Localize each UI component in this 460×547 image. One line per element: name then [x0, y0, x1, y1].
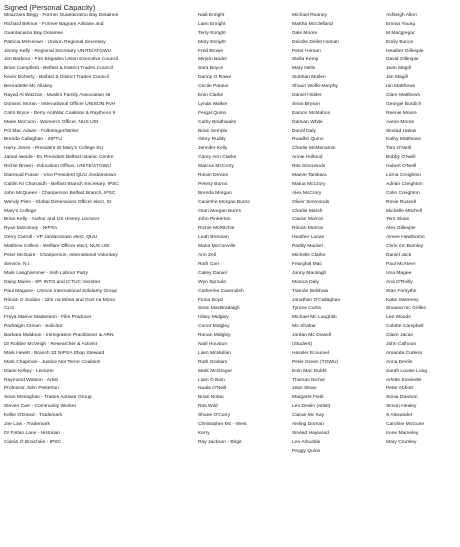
signatory-name: Monica Daly [292, 279, 319, 285]
signatory-name: Cailey Daniel [198, 270, 227, 276]
signatory-name: John Calhoun [386, 341, 417, 347]
signatory-name: Colin Creighton [386, 190, 420, 196]
signatory-name: Bobby O'Neill [386, 155, 416, 161]
signatory-name: Brian Campfield - Belfast & District Trades Council [4, 66, 113, 72]
signatory-name: Martha McClelland [292, 21, 333, 27]
signatory-name: Amanda Curless [386, 350, 423, 356]
signatory-name: Peter Homan [292, 48, 321, 54]
signatory-name: Jim Magill [386, 75, 408, 81]
signatory-name: Ruadhri Quinn [292, 137, 324, 143]
signatory-name: Rita Wild [198, 404, 218, 410]
signatory-name: Diarmuid Fraser - Vice President QUU Jordanstown [4, 173, 117, 179]
signatory-name: Brian Nolan [198, 395, 224, 401]
signatory-name: Ciarán Murron [292, 217, 324, 223]
signatory-name: Sean Bryson [292, 101, 321, 107]
signatory-name: Leo Arbuckle [292, 439, 321, 445]
signatory-name: Jim Barbour - Fire Brigades Union Executive Council [4, 57, 119, 63]
signatory-name: Richie Brown - Education Officer, UNITE/ATGWU [4, 164, 111, 170]
signatory-name: Kevin Doherty - Belfast & District Trades Council [4, 75, 109, 81]
signatory-name: Mary Crumley [386, 439, 417, 445]
signatory-name: Fearghal Mac [292, 261, 322, 267]
signatory-name: Arlette Einsiedel [386, 377, 422, 383]
signatory-name: Aisling Dornan [292, 421, 324, 427]
signatory-name: Mary Enright [198, 39, 226, 45]
signatory-name: Harry Jones - President St Mary's College SU [4, 146, 104, 152]
signatory-name: Patricia McKeown - Unison Regional Secretary [4, 39, 106, 45]
signatory-name: Colette Campbell [386, 324, 424, 330]
signatory-name: Liam McMullan [198, 350, 231, 356]
signatory-name: Rita Simmonds [292, 164, 326, 170]
signatory-name: Christopher Mc - West [198, 421, 247, 427]
signatory-name: Nuala O'Neill [198, 386, 227, 392]
signatory-name: Marcus McCrory [198, 164, 234, 170]
signatory-name: Terri Sloan [386, 217, 410, 223]
signatory-name: Liam Ó Boin [198, 377, 225, 383]
signatory-name: S Alexander [386, 413, 413, 419]
signatory-name: Caitlin Ní Chorraidh - Belfast Branch Secretary, IPSC [4, 181, 119, 187]
signatory-name: Tom O'Neill [386, 146, 411, 152]
signatory-name: Sean MacBradaigh [198, 306, 240, 312]
signatory-name: Thomas Nichol [292, 377, 325, 383]
signatory-name: Irene Mumeley [386, 430, 419, 436]
signatory-name: Lorna Creighton [386, 173, 422, 179]
signatory-name: (Student) [292, 341, 313, 347]
signatory-name: Freya Maeve Madeeson - Film Producer [4, 315, 92, 321]
signatory-name: Mary's College [4, 208, 37, 214]
signatory-name: Stan Forsythe [386, 288, 417, 294]
signatory-name: Raymond Watson - Artist [4, 377, 58, 383]
signatory-name: Peggy Quinn [292, 448, 321, 454]
signatory-name: Ann Zell [198, 253, 216, 259]
signatory-name: Paul McAteer [386, 261, 416, 267]
signatory-name: Hassler Ecoumel [292, 350, 329, 356]
signatory-name: Margaret Field [292, 395, 324, 401]
signatory-name: Brenda Morgan [198, 190, 232, 196]
signatory-name: Carey Ann Clarke [198, 155, 237, 161]
signatory-name: Maeve Tamkara [292, 173, 327, 179]
signatory-name: Hubert O'Neill [386, 164, 417, 170]
signatories-column-1 [4, 12, 196, 448]
signatory-name: Dale Moore [292, 30, 318, 36]
signatory-name: Terry Enright [198, 30, 226, 36]
signatory-name: Ruth Carr [198, 261, 220, 267]
signatory-name: Eoin Mac Dubhl [292, 368, 327, 374]
signatory-name: Jonny Mackagh [292, 270, 327, 276]
signatory-name: Leah Brennan [198, 235, 229, 241]
signatory-name: Wendy Flinn - Global Dimensions Officer elect, St [4, 199, 112, 205]
signatory-name: Dr Robbie McVeigh - Researcher & Activist [4, 341, 97, 347]
signatory-name: Jimmy Kelly - Regional Secretary UNITE/ATGWU [4, 48, 112, 54]
signatory-name: Emma Young [386, 21, 416, 27]
signatory-name: Chris mc Burnley [386, 244, 424, 250]
signatory-name: Padraigín Drinan - Solicitor [4, 324, 63, 330]
signatory-name: Caoimhe Morgan Burns [198, 199, 250, 205]
signatory-name: Diane Kirkpy - Lecturer [4, 368, 55, 374]
signatory-name: Mirjam Bader [198, 57, 228, 63]
signatory-name: Joe Law - Trademark [4, 421, 50, 427]
signatory-name: Michael Mc Laughlin [292, 315, 337, 321]
signatory-name: Bernadette Mc Aliskey [4, 84, 53, 90]
signatory-name: Service, N.I. [4, 261, 31, 267]
signatory-name: Brian Semple [198, 128, 228, 134]
signatory-name: Pól Mac Adaim - FolkSinger/Writer [4, 128, 79, 134]
signatory-name: Ana O'Reilly [386, 279, 413, 285]
signatory-name: Liam Enright [198, 21, 226, 27]
signatory-name: Colm Bryce - Derry AntiWar Coalition & Raytheon 9 [4, 110, 116, 116]
signatory-name: Aaron Moore [386, 119, 415, 125]
signatory-name: Jean Magill [386, 66, 411, 72]
signatory-name: Tyrone Curtis [292, 306, 322, 312]
signatory-name: Stella Kemp [292, 57, 319, 63]
signatory-name: Cecile Paroux [198, 84, 229, 90]
signatory-name: John McQueen - Chairperson Belfast Branch, IPSC [4, 190, 116, 196]
signatory-name: Daniel Jack [386, 253, 412, 259]
signatory-name: Mark McGregor [198, 368, 232, 374]
signatory-name: Sinéad Haywood [292, 430, 329, 436]
signatory-name: David Gillespie [386, 57, 419, 63]
signatory-name: Dominic Moran - International Officer UNISON RvH [4, 101, 116, 107]
signatory-name: Anna Devlin [386, 359, 413, 365]
signatory-name: Brian Kelly - Author and US History Lecturer [4, 217, 100, 223]
signatory-name: Kerry [198, 430, 210, 436]
signatory-name: Fred Brown [198, 48, 224, 54]
signatory-name: Mark Chapman - Justice Not Terror Coalition [4, 359, 101, 365]
signatory-name: Rónán O Sodáin - Glór na Móna and Gort na Móna [4, 297, 115, 303]
signatory-name: Mark Langhammer - Irish Labour Party [4, 270, 88, 276]
signatory-name: Oran Morgan Burns [198, 208, 241, 214]
signatory-name: Peter McGuire - Chairperson, International Voluntary [4, 253, 118, 259]
signatory-name: Mo Shabar [292, 324, 316, 330]
signatory-name: Alex Gillespie [386, 226, 416, 232]
signatory-name: Sean Monaghan - Trades Antiwar Group [4, 395, 92, 401]
signatory-name: Jonathan O'Callaghan [292, 297, 341, 303]
signatory-name: Jordan Mc Dowell [292, 333, 331, 339]
signatory-name: Richie McRitchie [198, 226, 235, 232]
signatory-name: Tiarnán Belshaw [292, 288, 329, 294]
signatory-name: Siobhan Mullen [292, 75, 326, 81]
signatory-name: Alex McCrory [292, 190, 322, 196]
signatory-name: Paul Maguire - Unison International Solidarity Group [4, 288, 118, 294]
signatory-name: Caroline McGuire [386, 421, 425, 427]
signatory-name: Michelle Clarke [292, 253, 326, 259]
signatory-name: Lee Woods [386, 315, 411, 321]
signatory-name: Michael Rooney [292, 13, 328, 18]
signatory-name: Sara Boyce [198, 66, 224, 72]
signatory-name: Shauna mc Grillen [386, 306, 427, 312]
signatory-name: Barbara Muldoon - Immigration Practitioner & ARN [4, 333, 114, 339]
signatory-name: Daisy Mules - SP, INTO and ICTUC member [4, 279, 101, 285]
signatory-name: Shane O'Curry [198, 413, 231, 419]
signatory-name: Kellie O'Dowd - Trademark [4, 413, 63, 419]
signatory-name: Marie McCoon - Women's Officer, NUS USI [4, 119, 99, 125]
signatory-name: Hilary Midgley [198, 315, 229, 321]
signatory-name: Catherine Cavendish [198, 288, 244, 294]
signatory-name: Reenie Moore [386, 110, 417, 116]
signatory-name: Brenda Callaghan - SIPTU [4, 137, 62, 143]
signatory-name: CLG [4, 306, 15, 312]
signatory-name: Rosie Russell [386, 199, 416, 205]
signatory-name: Dr Fintan Lane - Historian [4, 430, 60, 436]
signatory-name: John Pinkerton [198, 217, 231, 223]
signatory-name: Mark Hewitt - Branch 33 NIPSA Shop Steward [4, 350, 105, 356]
signatory-name: Simon Healey [386, 404, 417, 410]
signatory-name: Matthew Collins - Welfare Officer elect, NUS USI [4, 244, 110, 250]
signatory-name: Jennifer Kelly [198, 146, 228, 152]
signatory-name: Matua McCrory [292, 181, 326, 187]
signatory-name: Lynda Walker [198, 101, 228, 107]
signatory-name: Katie Sweeney [386, 297, 419, 303]
signatory-name: Ryan McKinney - NIPSA [4, 226, 58, 232]
signatories-column-3 [292, 12, 382, 457]
signatory-name: Guantanamo Bay Detainee [4, 30, 63, 36]
signatory-name: Heather Lunas [292, 235, 325, 241]
signatory-name: Gerry Carroll - VP Jordanstown elect, QUU [4, 235, 98, 241]
signatory-name: Conor Midgley [198, 324, 230, 330]
signatory-name: Petesy Burns [198, 181, 228, 187]
signatory-name: Leo Devlin (artist) [292, 404, 331, 410]
signatory-name: Ciaran Mc Kay [292, 413, 325, 419]
signatory-name: Jamal Iweida - Ex President Belfast Islamic Centre [4, 155, 114, 161]
signatory-name: Ray Jackson - Brigit [198, 439, 242, 445]
signatory-name: Damian White [292, 119, 323, 125]
signatory-name: Deirdre Dellet Homan [292, 39, 340, 45]
page-heading: Signed (Personal Capacity) [4, 3, 96, 12]
signatory-name: Ciarán Ó Broicháin - IPSC [4, 439, 62, 445]
signatory-name: Peter Abbott [386, 386, 413, 392]
signatory-name: Kathy Matthews [386, 137, 421, 143]
signatory-name: Sonia Dawson [386, 395, 418, 401]
signatory-name: Charlie McMenamin [292, 146, 336, 152]
signatory-name: Claire Jacan [386, 333, 414, 339]
signatory-name: Paddy Mackel [292, 244, 323, 250]
signatory-name: Rónán Murron [292, 226, 324, 232]
signatory-name: Aimee Hawthorne [386, 235, 425, 241]
signatory-name: Oliver Simmonds [292, 199, 330, 205]
signatory-name: Professor John Pinkerton [4, 386, 59, 392]
signatory-name: Donal Daly [292, 128, 316, 134]
signatory-name: Fergal Quinn [198, 110, 227, 116]
signatory-name: Heather Gillespie [386, 48, 424, 54]
signatory-name: Peter Green (TGWU) [292, 359, 339, 365]
signatory-name: Adrian Creighton [386, 181, 423, 187]
signatory-name: Moazzam Begg - Former Guantanamo Bay Detainee [4, 13, 119, 18]
signatory-name: Steven Carr - Community Worker [4, 404, 77, 410]
signatories-column-2 [198, 12, 288, 448]
signatory-name: Sinéad Halow [386, 128, 417, 134]
signatory-name: Ruth Graham [198, 359, 228, 365]
signatories-column-4 [386, 12, 460, 448]
signatory-name: Annie Holland [292, 155, 323, 161]
signatory-name: M Macgregor [386, 30, 415, 36]
signatory-name: Eamon McMahon [292, 110, 331, 116]
signatory-name: Ashleigh Allen [386, 13, 417, 18]
signatory-name: Danny O Rawe [198, 75, 232, 81]
signatory-name: Maria McConville [198, 244, 236, 250]
signatory-name: Clare Matthews [386, 93, 420, 99]
signatory-name: Cathy Braithwaite [198, 119, 237, 125]
signatory-name: Shaun Wolfe-Murphy [292, 84, 338, 90]
signatory-name: Una Magee [386, 270, 412, 276]
signatory-name: Eoin Clarke [198, 93, 224, 99]
signatory-name: Richard Belmar - Former Bagram Airbase and [4, 21, 104, 27]
signatory-name: Michelle Mitchell [386, 208, 422, 214]
signatory-name: Roisin Devine [198, 173, 229, 179]
signatory-name: Mary Nelis [292, 66, 316, 72]
signatory-name: Niall Houston [198, 341, 228, 347]
signatory-name: Jean Sloan [292, 386, 317, 392]
signatory-name: Gerry Ruddy [198, 137, 226, 143]
signatory-name: Ronan Midgley [198, 333, 231, 339]
signatory-name: Fiona Boyd [198, 297, 223, 303]
signatory-name: Niall Enright [198, 13, 225, 18]
signatory-name: Georgie Bordich [386, 101, 422, 107]
signatory-name: Daniel Holder [292, 93, 322, 99]
signatory-name: Rayed Al Wazzan - Muslim Family Association NI [4, 93, 111, 99]
signatory-name: Sarah Louise Long [386, 368, 428, 374]
signatory-name: Wyn Sproule [198, 279, 226, 285]
signatory-name: Emily Bunce [386, 39, 414, 45]
signatory-name: Charlie Marsh [292, 208, 323, 214]
signatory-name: Ian Matthews [386, 84, 416, 90]
